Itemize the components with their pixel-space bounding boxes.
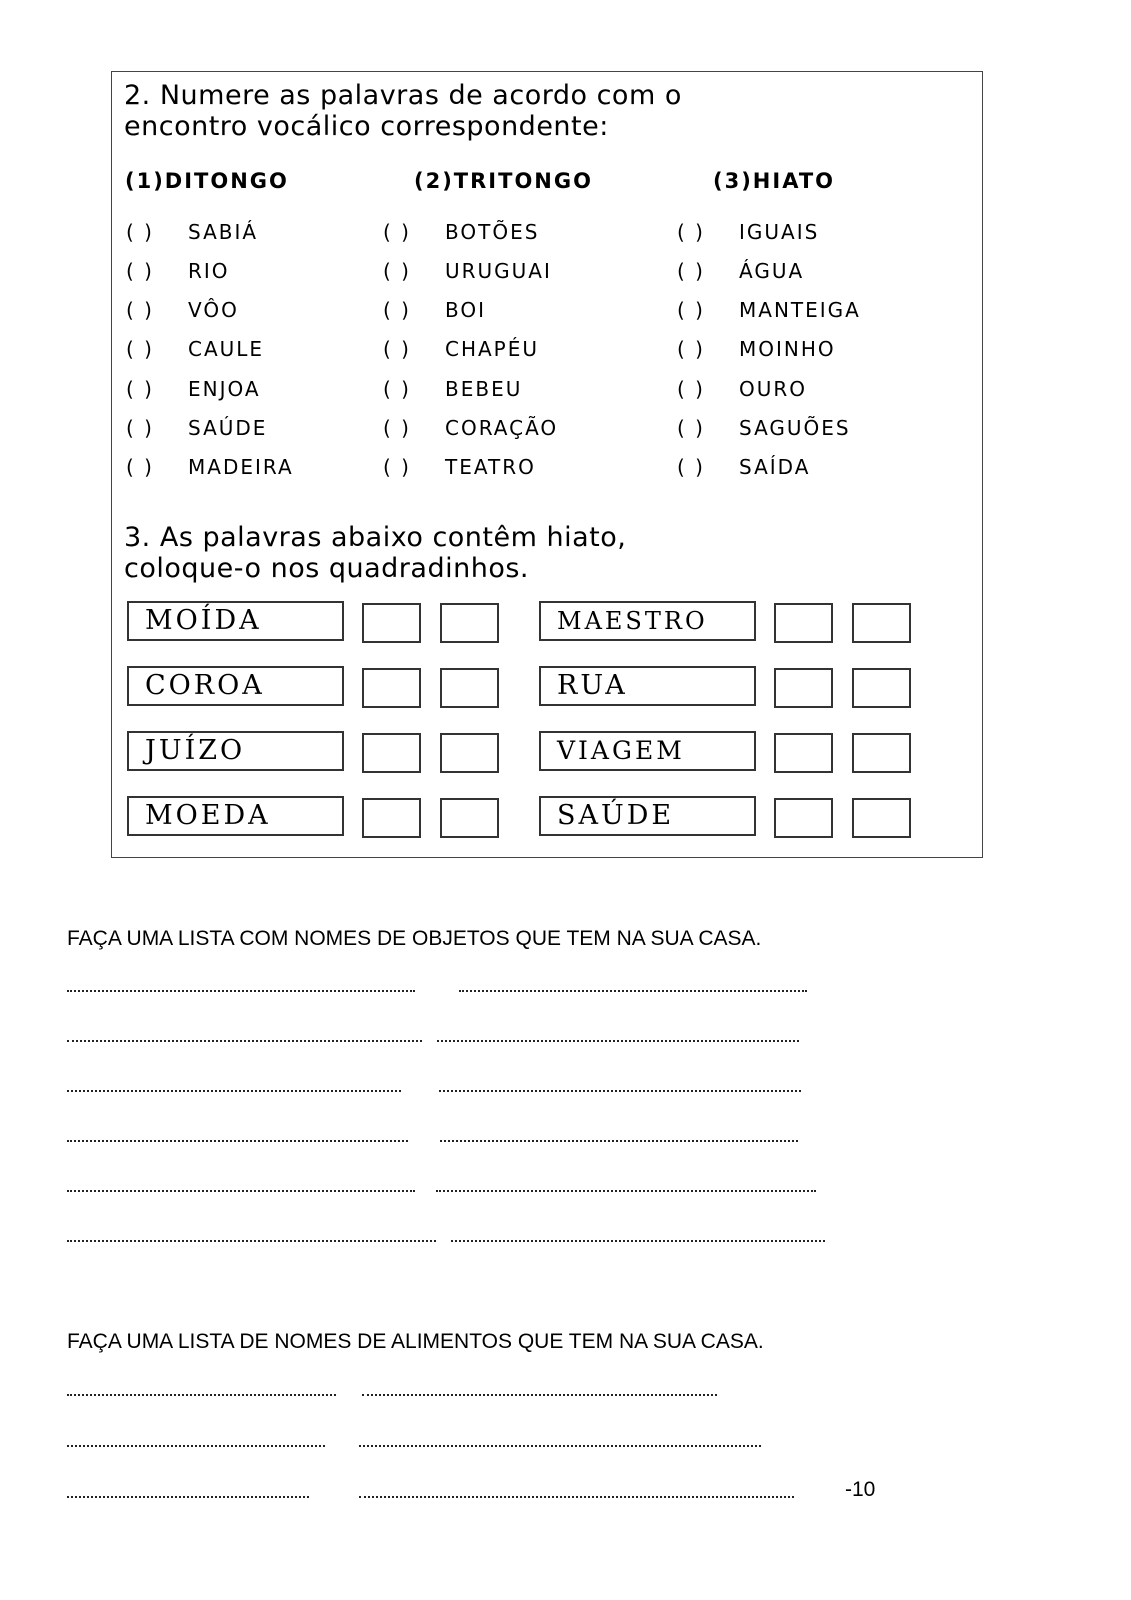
- answer-blank[interactable]: ( ): [383, 259, 411, 283]
- word-item[interactable]: [677, 377, 807, 401]
- hiato-word-box: COROA: [127, 666, 344, 706]
- word-item[interactable]: [126, 259, 230, 283]
- answer-line[interactable]: [67, 1240, 436, 1242]
- answer-blank[interactable]: ( ): [126, 337, 154, 361]
- word-label: SAÚDE: [188, 416, 268, 440]
- answer-line[interactable]: [67, 990, 415, 992]
- answer-blank[interactable]: ( ): [677, 337, 705, 361]
- hiato-answer-box[interactable]: [774, 733, 833, 773]
- hiato-answer-box[interactable]: [440, 798, 499, 838]
- word-item[interactable]: [383, 455, 536, 479]
- word-item[interactable]: [383, 220, 539, 244]
- answer-blank[interactable]: ( ): [677, 377, 705, 401]
- answer-line[interactable]: [439, 1090, 801, 1092]
- objects-list-instruction: FAÇA UMA LISTA COM NOMES DE OBJETOS QUE TEM NA SUA CASA.: [67, 927, 762, 950]
- hiato-word-box: RUA: [539, 666, 756, 706]
- hiato-answer-box[interactable]: [362, 603, 421, 643]
- category-ditongo: (1)DITONGO: [125, 169, 289, 193]
- exercise3-title-line2: coloque-o nos quadradinhos.: [124, 553, 529, 584]
- answer-blank[interactable]: ( ): [383, 377, 411, 401]
- word-item[interactable]: [677, 455, 810, 479]
- answer-line[interactable]: [359, 1496, 794, 1498]
- answer-blank[interactable]: ( ): [383, 220, 411, 244]
- word-label: CHAPÉU: [445, 337, 540, 361]
- word-label: IGUAIS: [739, 220, 820, 244]
- word-label: BOTÕES: [445, 220, 540, 244]
- hiato-word-box: MAESTRO: [539, 601, 756, 641]
- word-item[interactable]: [677, 337, 836, 361]
- answer-blank[interactable]: ( ): [126, 259, 154, 283]
- answer-blank[interactable]: ( ): [677, 259, 705, 283]
- exercise2-title-line2: encontro vocálico correspondente:: [124, 111, 609, 142]
- answer-line[interactable]: [451, 1240, 825, 1242]
- word-label: TEATRO: [445, 455, 536, 479]
- word-label: BEBEU: [445, 377, 523, 401]
- answer-blank[interactable]: ( ): [677, 416, 705, 440]
- answer-blank[interactable]: ( ): [677, 455, 705, 479]
- answer-line[interactable]: [67, 1040, 422, 1042]
- category-tritongo: (2)TRITONGO: [414, 169, 593, 193]
- hiato-answer-box[interactable]: [362, 668, 421, 708]
- hiato-answer-box[interactable]: [852, 668, 911, 708]
- hiato-word-box: SAÚDE: [539, 796, 756, 836]
- word-label: SAÍDA: [739, 455, 811, 479]
- word-label: SAGUÕES: [739, 416, 851, 440]
- exercise2-title-line1: 2. Numere as palavras de acordo com o: [124, 80, 682, 111]
- word-label: MADEIRA: [188, 455, 294, 479]
- word-label: RIO: [188, 259, 230, 283]
- answer-blank[interactable]: ( ): [383, 298, 411, 322]
- answer-blank[interactable]: ( ): [126, 377, 154, 401]
- answer-blank[interactable]: ( ): [126, 298, 154, 322]
- answer-line[interactable]: [67, 1394, 336, 1396]
- answer-blank[interactable]: ( ): [383, 337, 411, 361]
- answer-line[interactable]: [67, 1445, 325, 1447]
- hiato-answer-box[interactable]: [362, 733, 421, 773]
- answer-blank[interactable]: ( ): [126, 455, 154, 479]
- answer-line[interactable]: [362, 1394, 717, 1396]
- answer-line[interactable]: [67, 1090, 401, 1092]
- hiato-answer-box[interactable]: [362, 798, 421, 838]
- word-item[interactable]: [383, 298, 486, 322]
- hiato-answer-box[interactable]: [852, 603, 911, 643]
- word-item[interactable]: [126, 416, 267, 440]
- word-item[interactable]: [126, 220, 258, 244]
- hiato-answer-box[interactable]: [774, 668, 833, 708]
- hiato-word-box: MOÍDA: [127, 601, 344, 641]
- word-label: VÔO: [188, 298, 239, 322]
- word-label: MOINHO: [739, 337, 836, 361]
- answer-line[interactable]: [67, 1496, 309, 1498]
- answer-line[interactable]: [436, 1190, 816, 1192]
- word-item[interactable]: [677, 416, 851, 440]
- hiato-word-box: MOEDA: [127, 796, 344, 836]
- hiato-answer-box[interactable]: [440, 733, 499, 773]
- word-label: URUGUAI: [445, 259, 552, 283]
- answer-blank[interactable]: ( ): [677, 298, 705, 322]
- word-item[interactable]: [383, 377, 522, 401]
- word-label: BOI: [445, 298, 487, 322]
- word-item[interactable]: [383, 337, 539, 361]
- word-label: ENJOA: [188, 377, 261, 401]
- answer-line[interactable]: [67, 1190, 415, 1192]
- hiato-word-box: VIAGEM: [539, 731, 756, 771]
- answer-line[interactable]: [440, 1140, 798, 1142]
- answer-blank[interactable]: ( ): [383, 455, 411, 479]
- answer-blank[interactable]: ( ): [126, 220, 154, 244]
- exercise3-title-line1: 3. As palavras abaixo contêm hiato,: [124, 522, 627, 553]
- word-item[interactable]: [677, 298, 861, 322]
- foods-list-instruction: FAÇA UMA LISTA DE NOMES DE ALIMENTOS QUE TEM NA SUA CASA.: [67, 1330, 764, 1353]
- word-label: MANTEIGA: [739, 298, 861, 322]
- page-number: -10: [845, 1478, 876, 1501]
- word-item[interactable]: [126, 337, 264, 361]
- answer-blank[interactable]: ( ): [383, 416, 411, 440]
- answer-blank[interactable]: ( ): [677, 220, 705, 244]
- word-label: CAULE: [188, 337, 265, 361]
- answer-line[interactable]: [437, 1040, 799, 1042]
- answer-line[interactable]: [359, 1445, 761, 1447]
- word-item[interactable]: [383, 416, 558, 440]
- word-item[interactable]: [677, 220, 819, 244]
- word-label: SABIÁ: [188, 220, 259, 244]
- word-item[interactable]: [677, 259, 804, 283]
- answer-line[interactable]: [459, 990, 807, 992]
- category-hiato: (3)HIATO: [713, 169, 835, 193]
- hiato-answer-box[interactable]: [440, 668, 499, 708]
- word-item[interactable]: [126, 455, 294, 479]
- answer-line[interactable]: [67, 1140, 408, 1142]
- answer-blank[interactable]: ( ): [126, 416, 154, 440]
- word-label: ÁGUA: [739, 259, 805, 283]
- word-item[interactable]: [126, 377, 261, 401]
- hiato-answer-box[interactable]: [440, 603, 499, 643]
- hiato-answer-box[interactable]: [774, 603, 833, 643]
- word-label: CORAÇÃO: [445, 416, 559, 440]
- hiato-answer-box[interactable]: [774, 798, 833, 838]
- hiato-answer-box[interactable]: [852, 733, 911, 773]
- word-item[interactable]: [126, 298, 239, 322]
- hiato-answer-box[interactable]: [852, 798, 911, 838]
- word-label: OURO: [739, 377, 808, 401]
- word-item[interactable]: [383, 259, 552, 283]
- hiato-word-box: JUÍZO: [127, 731, 344, 771]
